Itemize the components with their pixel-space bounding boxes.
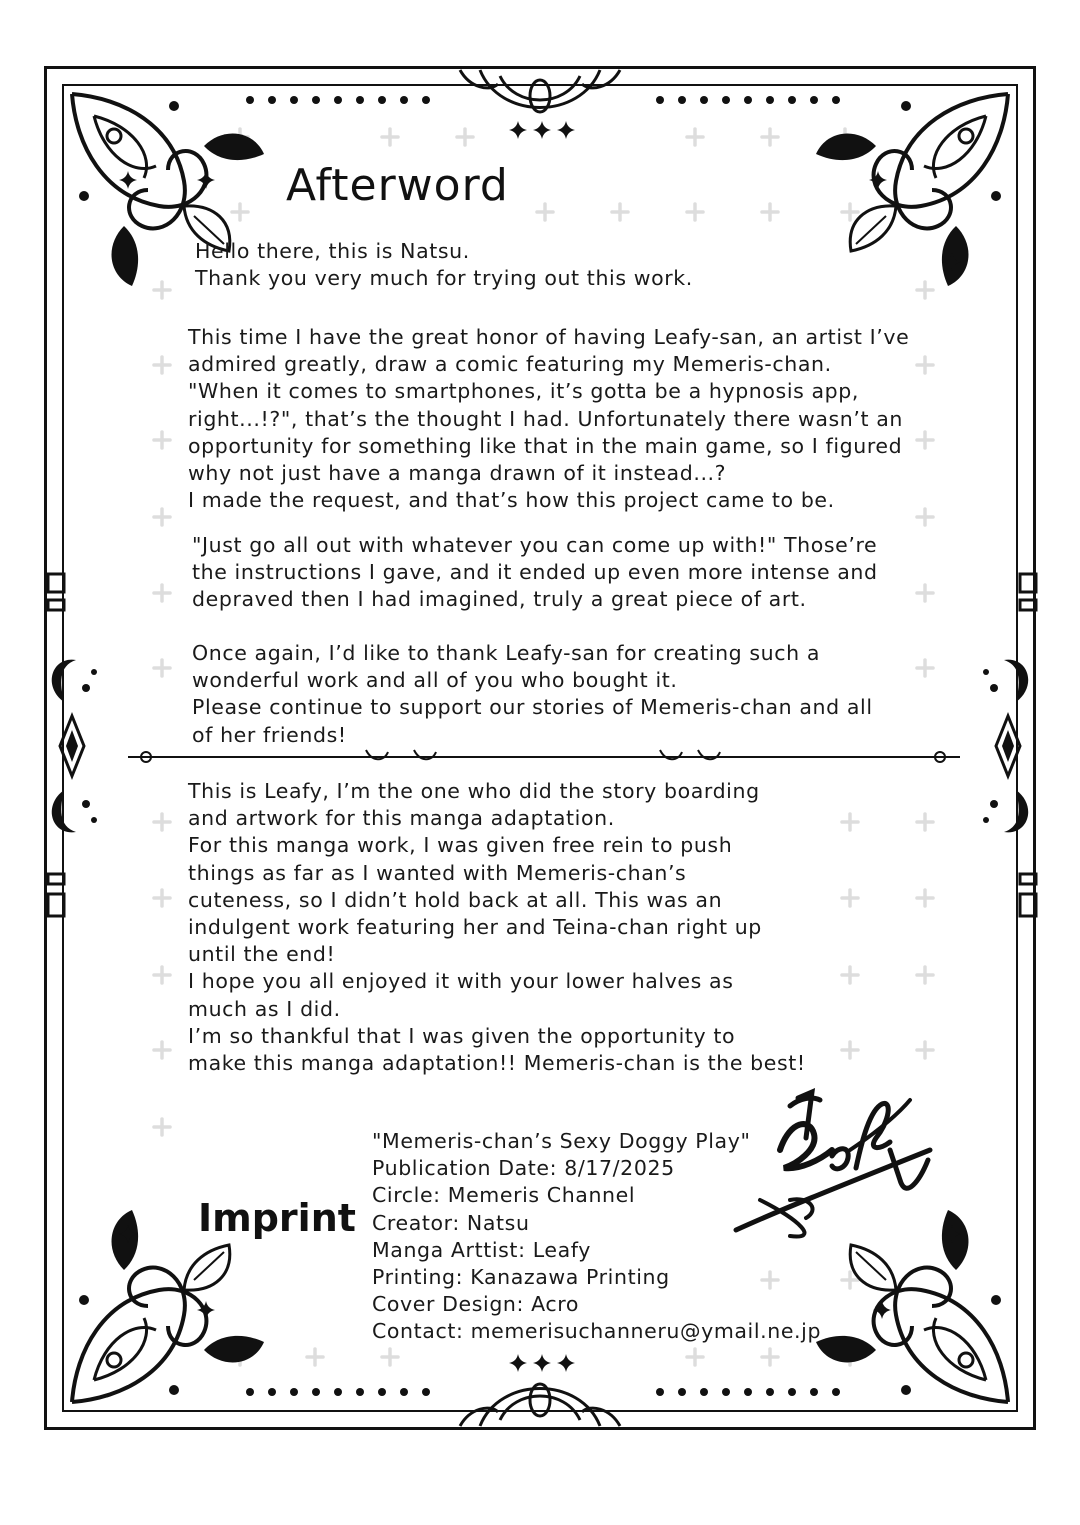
imprint-line-circle: Circle: Memeris Channel xyxy=(372,1183,636,1208)
text-line: opportunity for something like that in the main game, so I figured xyxy=(188,433,903,458)
natsu-paragraph-request xyxy=(188,324,909,514)
text-line: right...!?", that’s the thought I had. Unfortunately there wasn’t an xyxy=(188,406,904,431)
natsu-greeting xyxy=(195,238,693,292)
imprint-line-cover: Cover Design: Acro xyxy=(372,1292,580,1317)
text-line: until the end! xyxy=(188,942,336,967)
text-line: "Just go all out with whatever you can come up with!" Those’re xyxy=(192,533,878,557)
text-line: cuteness, so I didn’t hold back at all. This was an xyxy=(188,887,723,912)
text-line: I’m so thankful that I was given the opportunity to xyxy=(188,1023,736,1048)
text-line: the instructions I gave, and it ended up even more intense and xyxy=(192,560,878,585)
natsu-paragraph-thanks xyxy=(192,640,873,749)
text-line: much as I did. xyxy=(188,996,341,1021)
imprint-line-contact: Contact: memerisuchanneru@ymail.ne.jp xyxy=(372,1319,822,1344)
imprint-line-date: Publication Date: 8/17/2025 xyxy=(372,1156,675,1181)
text-line: I hope you all enjoyed it with your lower halves as xyxy=(188,969,734,994)
text-line: wonderful work and all of you who bought it. xyxy=(192,668,678,693)
text-line: and artwork for this manga adaptation. xyxy=(188,806,615,831)
imprint-line-artist: Manga Arttist: Leafy xyxy=(372,1237,591,1262)
natsu-paragraph-instructions xyxy=(192,532,878,614)
text-line: Once again, I’d like to thank Leafy-san for creating such a xyxy=(192,641,821,665)
leafy-paragraph xyxy=(188,778,806,1077)
imprint-line-printing: Printing: Kanazawa Printing xyxy=(372,1265,670,1290)
text-line: Thank you very much for trying out this work. xyxy=(195,266,693,291)
imprint-line-creator: Creator: Natsu xyxy=(372,1210,530,1235)
text-line: This time I have the great honor of having Leafy-san, an artist I’ve xyxy=(188,325,910,349)
text-line: Please continue to support our stories of Memeris-chan and all xyxy=(192,695,873,720)
text-line: For this manga work, I was given free rein to push xyxy=(188,833,733,858)
page-title: Afterword xyxy=(286,160,509,211)
text-line: indulgent work featuring her and Teina-chan right up xyxy=(188,915,762,940)
text-line: Hello there, this is Natsu. xyxy=(195,239,470,263)
text-line: things as far as I wanted with Memeris-chan’s xyxy=(188,860,687,885)
imprint-heading: Imprint xyxy=(198,1196,356,1240)
imprint-line-title: "Memeris-chan’s Sexy Doggy Play" xyxy=(372,1129,751,1153)
text-line: This is Leafy, I’m the one who did the story boarding xyxy=(188,779,760,803)
text-line: admired greatly, draw a comic featuring my Memeris-chan. xyxy=(188,352,832,377)
text-line: depraved then I had imagined, truly a great piece of art. xyxy=(192,587,807,612)
text-line: I made the request, and that’s how this project came to be. xyxy=(188,488,835,513)
text-line: of her friends! xyxy=(192,722,347,747)
imprint-details xyxy=(372,1128,821,1346)
text-line: "When it comes to smartphones, it’s gotta be a hypnosis app, xyxy=(188,379,860,404)
text-line: make this manga adaptation!! Memeris-chan is the best! xyxy=(188,1051,806,1076)
text-line: why not just have a manga drawn of it instead...? xyxy=(188,461,727,486)
